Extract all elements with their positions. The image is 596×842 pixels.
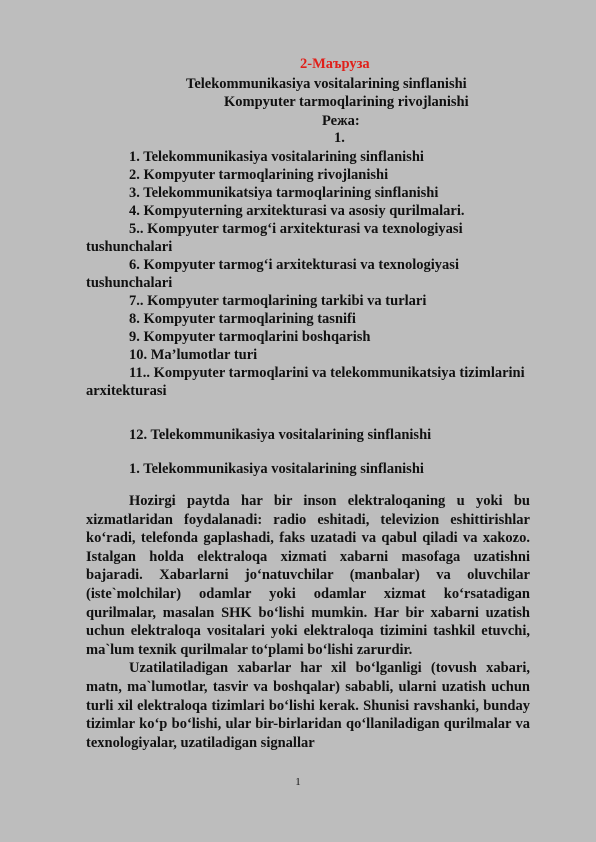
toc-item: 7.. Kompyuter tarmoqlarining tarkibi va turlari bbox=[129, 293, 427, 309]
paragraph: Uzatilatiladigan xabarlar har xil bo‘lganligi (tovush xabari, matn, ma`lumotlar, tasvir va boshqalar) sababli, ularni uzatish uchun turli xil elektraloqa tizimlari bo‘lishi kerak. Shunisi ravshanki, bunday tizimlar ko‘p bo‘lishi, ular bir-birlaridan qo‘llaniladigan qurilmalar va texnologiyalar, uzatiladigan signallar bbox=[86, 660, 530, 751]
page-number: 1 bbox=[295, 776, 301, 788]
plan-number: 1. bbox=[334, 130, 345, 146]
toc-item: 5.. Kompyuter tarmog‘i arxitekturasi va texnologiyasi tushunchalari bbox=[86, 221, 463, 255]
toc-item: 1. Telekommunikasiya vositalarining sinflanishi bbox=[129, 149, 424, 165]
toc-item: 10. Ma’lumotlar turi bbox=[129, 347, 258, 363]
body-text bbox=[86, 492, 530, 752]
toc-item: 2. Kompyuter tarmoqlarining rivojlanishi bbox=[129, 167, 389, 183]
toc-item: 3. Telekommunikatsiya tarmoqlarining sinflanishi bbox=[129, 185, 439, 201]
toc-item: 11.. Kompyuter tarmoqlarini va telekommunikatsiya tizimlarini arxitekturasi bbox=[86, 365, 525, 399]
toc-item: 9. Kompyuter tarmoqlarini boshqarish bbox=[129, 329, 371, 345]
section-heading-1: 1. Telekommunikasiya vositalarining sinflanishi bbox=[129, 461, 424, 477]
lecture-title: 2-Маъруза bbox=[300, 56, 370, 72]
toc-item: 8. Kompyuter tarmoqlarining tasnifi bbox=[129, 311, 356, 327]
toc-item: 6. Kompyuter tarmog‘i arxitekturasi va texnologiyasi tushunchalari bbox=[86, 257, 459, 291]
section-heading-12: 12. Telekommunikasiya vositalarining sinflanishi bbox=[129, 427, 432, 443]
paragraph: Hozirgi paytda har bir inson elektraloqaning u yoki bu xizmatlaridan foydalanadi: radio eshitadi, televizion eshittirishlar ko‘radi, telefonda gaplashadi, faks uzatadi va qabul qiladi va xakozo. Istalgan holda elektraloqa xizmati xabarni masofaga uzatishni bajaradi. Xabarlarni jo‘natuvchilar (manbalar) va oluvchilar (iste`molchilar) odamlar yoki odamlar xizmat ko‘rsatadigan qurilmalar, masalan SHK bo‘lishi mumkin. Har bir xabarni uzatish uchun elektraloqa vositalari yoki elektraloqa tizimini tashkil etuvchi, ma`lum texnik qurilmalar to‘plami bo‘lishi zarurdir. bbox=[86, 493, 530, 658]
toc-item: 4. Kompyuterning arxitekturasi va asosiy qurilmalari. bbox=[129, 203, 465, 219]
lecture-subtitle-2: Kompyuter tarmoqlarining rivojlanishi bbox=[224, 94, 469, 110]
plan-heading: Режа: bbox=[322, 113, 360, 129]
lecture-subtitle-1: Telekommunikasiya vositalarining sinflanishi bbox=[186, 76, 467, 92]
table-of-contents bbox=[86, 148, 526, 400]
